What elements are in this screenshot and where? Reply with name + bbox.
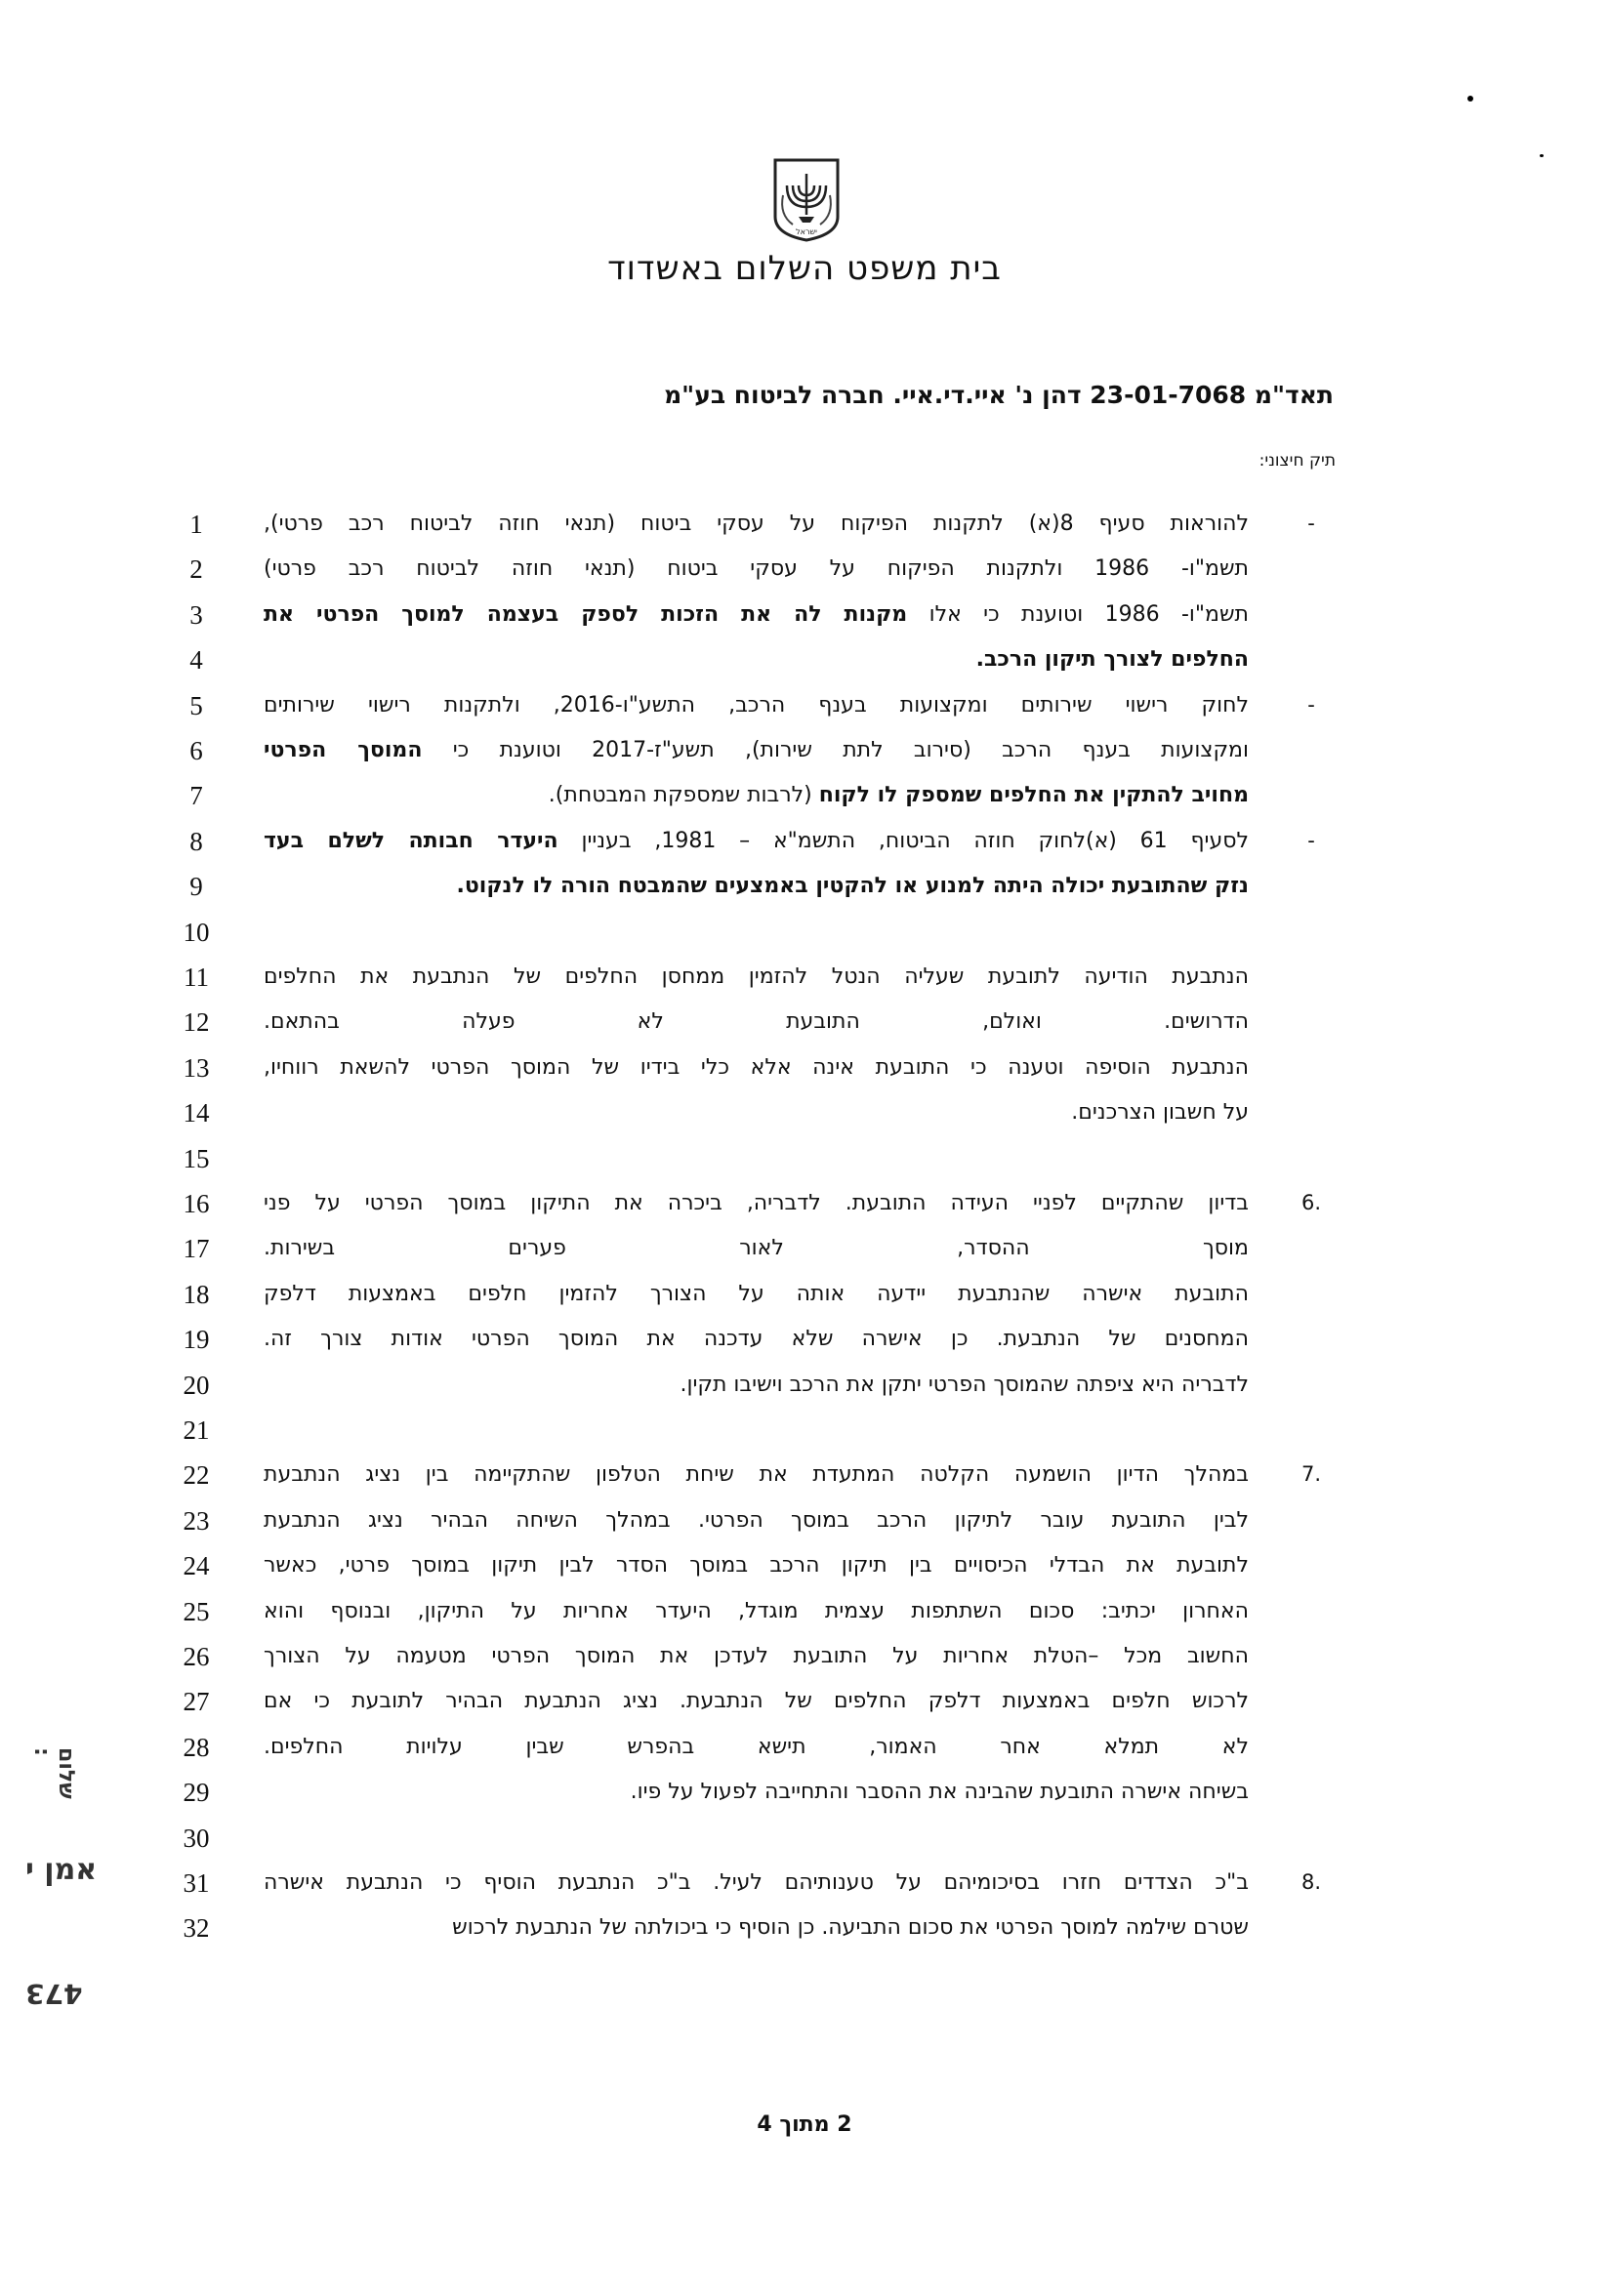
line-number: 26	[183, 1642, 210, 1671]
body-text: לסעיף 61 (א)לחוק חוזה הביטוח, התשמ"א – 1981, בעניין	[581, 831, 1249, 852]
line-number: 5	[189, 691, 203, 720]
body-line	[264, 876, 1249, 897]
body-line	[264, 740, 1249, 761]
court-name: בית משפט השלום באשדוד	[607, 249, 1002, 288]
body-text: מוסך ההסדר, לאור פערים בשירות.	[264, 1238, 1249, 1259]
line-number: 18	[183, 1280, 210, 1309]
scan-speck	[1540, 154, 1544, 157]
body-line	[264, 966, 1249, 988]
stamp-text-top: שלום :	[29, 1747, 78, 1799]
line-number: 25	[183, 1597, 210, 1626]
line-number: 3	[189, 600, 203, 630]
body-line	[264, 1193, 1249, 1214]
section-number: 8.	[1300, 1870, 1322, 1894]
body-text: במהלך הדיון הושמעה הקלטה המתעדת את שיחת הטלפון שהתקיימה בין נציג הנתבעת	[264, 1464, 1249, 1486]
line-number: 22	[183, 1460, 210, 1490]
bold-text: מחויב להתקין את החלפים שמספק לו לקוח	[818, 785, 1249, 806]
stamp-text-middle: אמן י	[25, 1853, 98, 1887]
body-line	[264, 1011, 1249, 1033]
line-number: 7	[189, 781, 203, 810]
scan-speck	[1467, 96, 1473, 102]
body-text: לרכוש חלפים באמצעות דלפק החלפים של הנתבעת. נציג הנתבעת הבהיר לתובעת כי אם	[264, 1691, 1249, 1712]
body-line	[264, 649, 1249, 671]
stamp-text-bottom: 473	[25, 1978, 83, 2010]
external-file-label: תיק חיצוני:	[1258, 451, 1336, 471]
bullet-dash: -	[1307, 829, 1315, 852]
line-number: 20	[183, 1371, 210, 1400]
state-emblem-icon	[771, 156, 842, 242]
body-line	[264, 831, 1249, 852]
body-text: הדרושים. ואולם, התובעת לא פעלה בהתאם.	[264, 1011, 1249, 1033]
body-text: תשמ"ו- 1986 וטוענת כי אלו	[928, 604, 1249, 626]
line-number: 16	[183, 1189, 210, 1218]
body-line	[264, 1917, 1249, 1939]
line-number: 11	[184, 963, 209, 992]
body-line	[264, 1691, 1249, 1712]
section-number: 6.	[1300, 1191, 1322, 1214]
body-text: התובעת אישרה שהנתבעת יידעה אותה על הצורך להזמין חלפים באמצעות דלפק	[264, 1284, 1249, 1305]
case-title: תאד"מ 23-01-7068 דהן נ' איי.די.איי. חברה לביטוח בע"מ	[664, 381, 1334, 409]
line-number: 9	[189, 872, 203, 901]
body-text: שטרם שילמה למוסך הפרטי את סכום התביעה. כן הוסיף כי ביכולתה של הנתבעת לרכוש	[452, 1917, 1249, 1939]
body-line	[264, 1464, 1249, 1486]
body-line	[264, 558, 1249, 580]
bullet-dash: -	[1307, 693, 1315, 717]
body-line	[264, 1238, 1249, 1259]
line-number: 19	[183, 1325, 210, 1354]
line-number: 17	[183, 1234, 210, 1263]
body-text: ומקצועות בענף הרכב (סירוב לתת שירות), תשע"ז-2017 וטוענת כי	[452, 740, 1249, 761]
line-number: 24	[183, 1551, 210, 1580]
body-text: הנתבעת הוסיפה וטענה כי התובעת אינה אלא כלי בידיו של המוסך הפרטי להשאת רווחיו,	[264, 1057, 1249, 1079]
line-number: 6	[189, 736, 203, 765]
line-number: 4	[189, 645, 203, 675]
line-number: 32	[183, 1913, 210, 1943]
body-line	[264, 1284, 1249, 1305]
line-number: 2	[189, 554, 203, 584]
body-text: ב"כ הצדדים חזרו בסיכומיהם על טענותיהם לעיל. ב"כ הנתבעת הוסיף כי הנתבעת אישרה	[264, 1872, 1249, 1894]
body-text: לדבריה היא ציפתה שהמוסך הפרטי יתקן את הרכב וישיבו תקין.	[680, 1374, 1249, 1396]
body-line	[264, 1782, 1249, 1803]
bold-text: המוסך הפרטי	[264, 740, 423, 761]
body-line	[264, 785, 1249, 806]
body-line	[264, 1057, 1249, 1079]
line-number: 1	[189, 510, 203, 539]
body-line	[264, 1555, 1249, 1577]
body-line	[264, 604, 1249, 626]
line-number: 12	[183, 1007, 210, 1037]
bold-text: החלפים לצורך תיקון הרכב.	[975, 649, 1249, 671]
body-text: לחוק רישוי שירותים ומקצועות בענף הרכב, התשע"ו-2016, ולתקנות רישוי שירותים	[264, 695, 1249, 717]
line-number: 30	[183, 1824, 210, 1853]
line-number: 23	[183, 1506, 210, 1536]
body-line	[264, 1601, 1249, 1622]
line-number: 15	[183, 1144, 210, 1173]
body-text: לבין התובעת עובר לתיקון הרכב במוסך הפרטי. במהלך השיחה הבהיר נציג הנתבעת	[264, 1510, 1249, 1532]
body-line	[264, 1646, 1249, 1667]
bold-text: היעדר חבותה לשלם בעד	[264, 831, 558, 852]
bold-text: נזק שהתובעת יכולה היתה למנוע או להקטין באמצעים שהמבטח הורה לו לנקוט.	[456, 876, 1249, 897]
body-text: לתובעת את הבדלי הכיסויים בין תיקון הרכב במוסך הסדר לבין תיקון במוסך פרטי, כאשר	[264, 1555, 1249, 1577]
line-number: 29	[183, 1778, 210, 1807]
body-text: בדיון שהתקיים לפניי העידה התובעת. לדבריה, ביכרה את התיקון במוסך הפרטי על פני	[264, 1193, 1249, 1214]
body-line	[264, 1329, 1249, 1350]
body-line	[264, 1374, 1249, 1396]
line-number: 14	[183, 1098, 210, 1128]
body-text: לא תמלא אחר האמור, תישא בהפרש שבין עלויות החלפים.	[264, 1737, 1249, 1758]
body-text: המחסנים של הנתבעת. כן אישרה שלא עדכנה את המוסך הפרטי אודות צורך זה.	[264, 1329, 1249, 1350]
svg-text:ישראל: ישראל	[796, 227, 817, 236]
line-number: 10	[183, 918, 210, 947]
page-number: 2 מתוך 4	[757, 2112, 852, 2137]
bold-text: מקנות לה את הזכות לספק בעצמה למוסך הפרטי את	[264, 604, 908, 626]
body-line	[264, 1737, 1249, 1758]
line-number: 27	[183, 1687, 210, 1716]
line-number: 21	[183, 1415, 210, 1445]
body-line	[264, 1102, 1249, 1124]
body-line	[264, 695, 1249, 717]
body-line	[264, 513, 1249, 535]
court-stamp	[20, 1738, 107, 2060]
body-text: תשמ"ו- 1986 ולתקנות הפיקוח על עסקי ביטוח (תנאי חוזה לביטוח רכב פרטי)	[264, 558, 1249, 580]
body-text: בשיחה אישרה התובעת שהבינה את ההסבר והתחייבה לפעול על פיו.	[630, 1782, 1249, 1803]
body-text: הנתבעת הודיעה לתובעת שעליה הנטל להזמין ממחסן החלפים של הנתבעת את החלפים	[264, 966, 1249, 988]
line-number: 28	[183, 1733, 210, 1762]
section-number: 7.	[1300, 1462, 1322, 1486]
body-text: על חשבון הצרכנים.	[1071, 1102, 1249, 1124]
line-number: 8	[189, 827, 203, 856]
body-text: החשוב מכל –הטלת אחריות על התובעת לעדכן את המוסך הפרטי מטעמה על הצורך	[264, 1646, 1249, 1667]
bullet-dash: -	[1307, 512, 1315, 535]
body-text: האחרון יכתיב: סכום השתתפות עצמית מוגדל, היעדר אחריות על התיקון, ובנוסף והוא	[264, 1601, 1249, 1622]
line-number: 31	[183, 1868, 210, 1898]
body-text: להוראות סעיף 8(א) לתקנות הפיקוח על עסקי ביטוח (תנאי חוזה לביטוח רכב פרטי),	[264, 513, 1249, 535]
body-text: (לרבות שמספקת המבטחת).	[548, 785, 812, 806]
body-line	[264, 1872, 1249, 1894]
body-line	[264, 1510, 1249, 1532]
line-number: 13	[183, 1053, 210, 1083]
